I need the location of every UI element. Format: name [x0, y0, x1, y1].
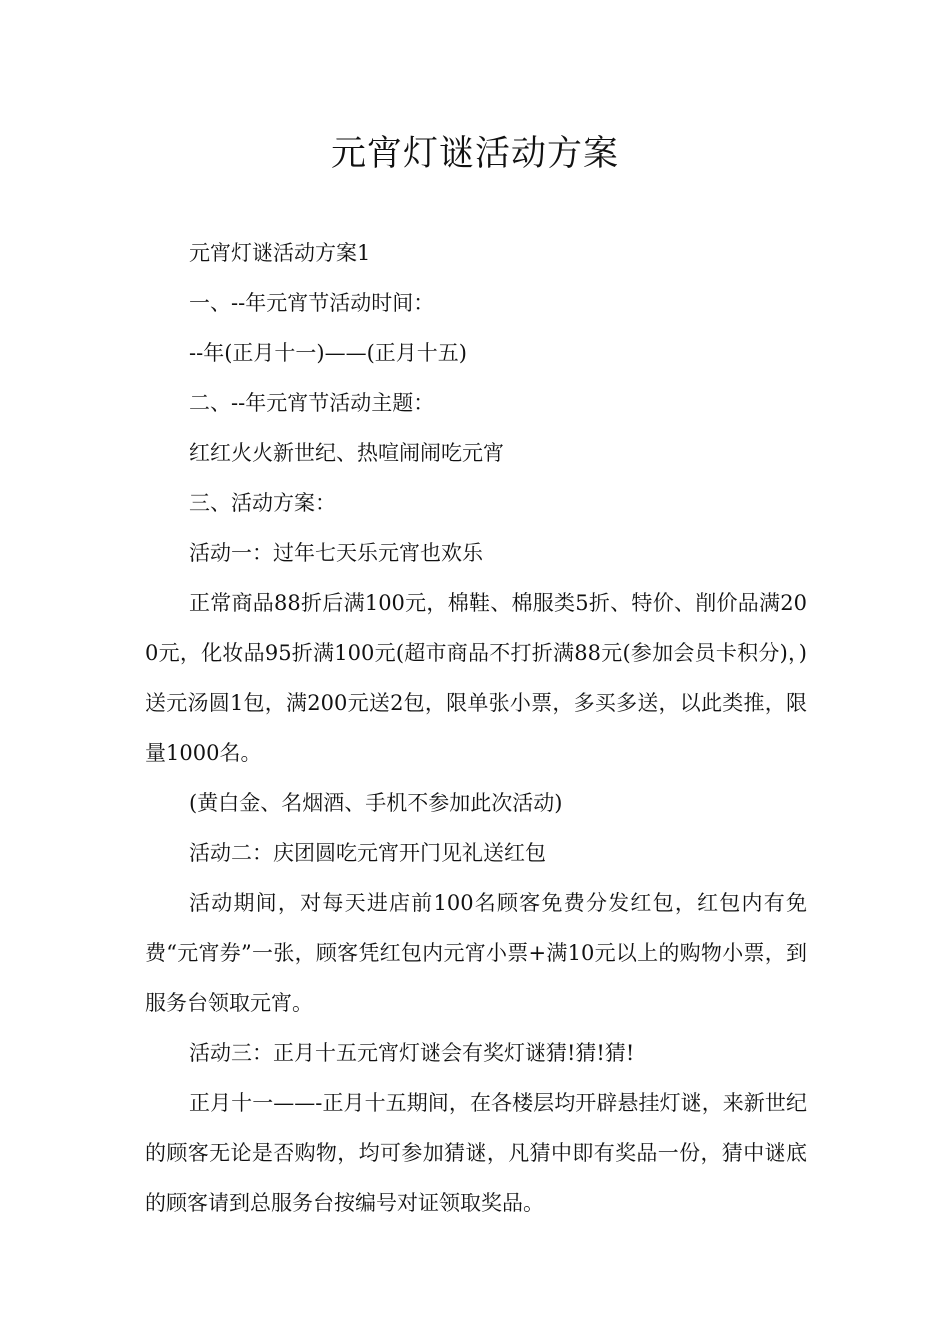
paragraph: 一、--年元宵节活动时间： [189, 291, 435, 315]
paragraph: 二、--年元宵节活动主题： [189, 391, 435, 415]
document-body [145, 228, 807, 1228]
paragraph: 活动期间，对每天进店前100名顾客免费分发红包，红包内有免费“元宵券”一张，顾客凭红包内元宵小票+满10元以上的购物小票，到服务台领取元宵。 [145, 891, 807, 1015]
paragraph: 正月十一——-正月十五期间，在各楼层均开辟悬挂灯谜，来新世纪的顾客无论是否购物，均可参加猜谜，凡猜中即有奖品一份，猜中谜底的顾客请到总服务台按编号对证领取奖品。 [145, 1091, 807, 1215]
paragraph: 正常商品88折后满100元，棉鞋、棉服类5折、特价、削价品满200元，化妆品95折满100元(超市商品不打折满88元(参加会员卡积分)，)送元汤圆1包，满200元送2包，限单张小票，多买多送，以此类推，限量1000名。 [145, 591, 807, 765]
document-title: 元宵灯谜活动方案 [330, 134, 619, 174]
paragraph: 红红火火新世纪、热喧闹闹吃元宵 [189, 441, 504, 465]
paragraph: 元宵灯谜活动方案1 [189, 241, 371, 265]
paragraph: --年(正月十一)——(正月十五) [189, 341, 467, 365]
paragraph: (黄白金、名烟酒、手机不参加此次活动) [189, 791, 563, 815]
paragraph: 三、活动方案： [189, 491, 336, 515]
paragraph: 活动一：过年七天乐元宵也欢乐 [189, 541, 483, 565]
paragraph: 活动二：庆团圆吃元宵开门见礼送红包 [189, 841, 546, 865]
paragraph: 活动三：正月十五元宵灯谜会有奖灯谜猜!猜!猜! [189, 1041, 635, 1065]
